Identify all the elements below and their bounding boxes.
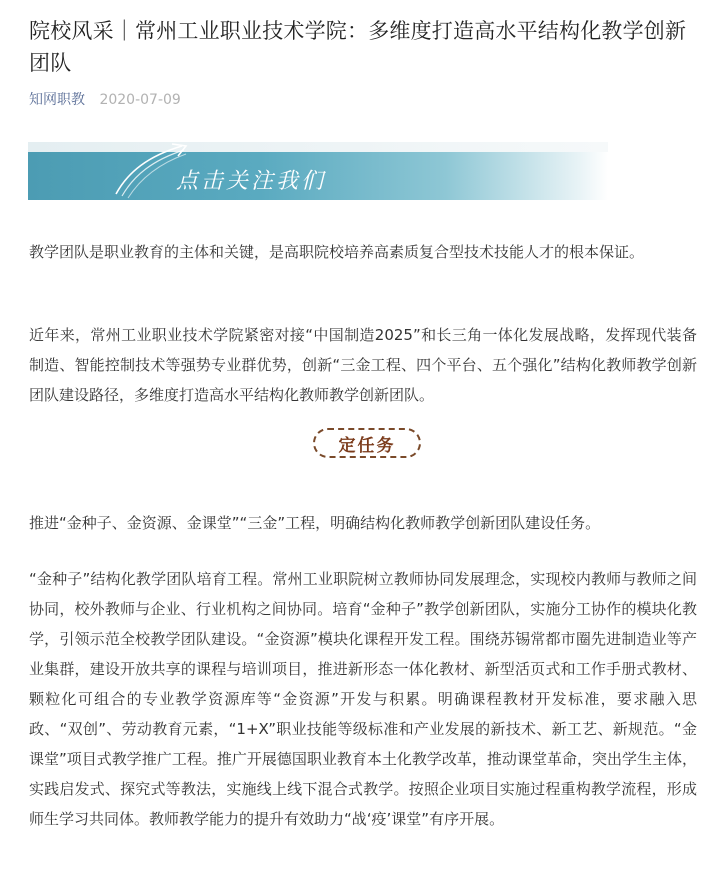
banner-text: 点击关注我们: [176, 169, 327, 194]
paragraph-1: 教学团队是职业教育的主体和关键，是高职院校培养高素质复合型技术技能人才的根本保证。: [29, 243, 645, 261]
article-source-link[interactable]: 知网职教: [29, 92, 85, 108]
section-badge-label: 定任务: [338, 435, 396, 456]
paragraph-2: 近年来，常州工业职业技术学院紧密对接“中国制造2025”和长三角一体化发展战略，发挥现代装备制造、智能控制技术等强势专业群优势，创新“三金工程、四个平台、五个强化”结构化教师教学创新团队建设路径，多维度打造高水平结构化教师教学创新团队。: [29, 326, 697, 404]
article-date: 2020-07-09: [99, 92, 181, 108]
article-title: 院校风采｜常州工业职业技术学院：多维度打造高水平结构化教学创新团队: [29, 19, 687, 75]
article-meta: [29, 90, 181, 110]
paragraph-3: 推进“金种子、金资源、金课堂”“三金”工程，明确结构化教师教学创新团队建设任务。: [29, 514, 601, 532]
follow-us-banner[interactable]: [28, 142, 608, 200]
paragraph-4: “金种子”结构化教学团队培育工程。常州工业职院树立教师协同发展理念，实现校内教师与教师之间协同，校外教师与企业、行业机构之间协同。培育“金种子”教学创新团队，实施分工协作的模块化教学，引领示范全校教学团队建设。“金资源”模块化课程开发工程。围绕苏锡常都市圈先进制造业等产业集群，建设开放共享的课程与培训项目，推进新形态一体化教材、新型活页式和工作手册式教材、颗粒化可组合的专业教学资源库等“金资源”开发与积累。明确课程教材开发标准，要求融入思政、“双创”、劳动教育元素，“1+X”职业技能等级标准和产业发展的新技术、新工艺、新规范。“金课堂”项目式教学推广工程。推广开展德国职业教育本土化教学改革，推动课堂革命，突出学生主体，实践启发式、探究式等教法，实施线上线下混合式教学。按照企业项目实施过程重构教学流程，形成师生学习共同体。教师教学能力的提升有效助力“战‘疫’课堂”有序开展。: [29, 570, 697, 828]
section-badge: [313, 428, 421, 458]
